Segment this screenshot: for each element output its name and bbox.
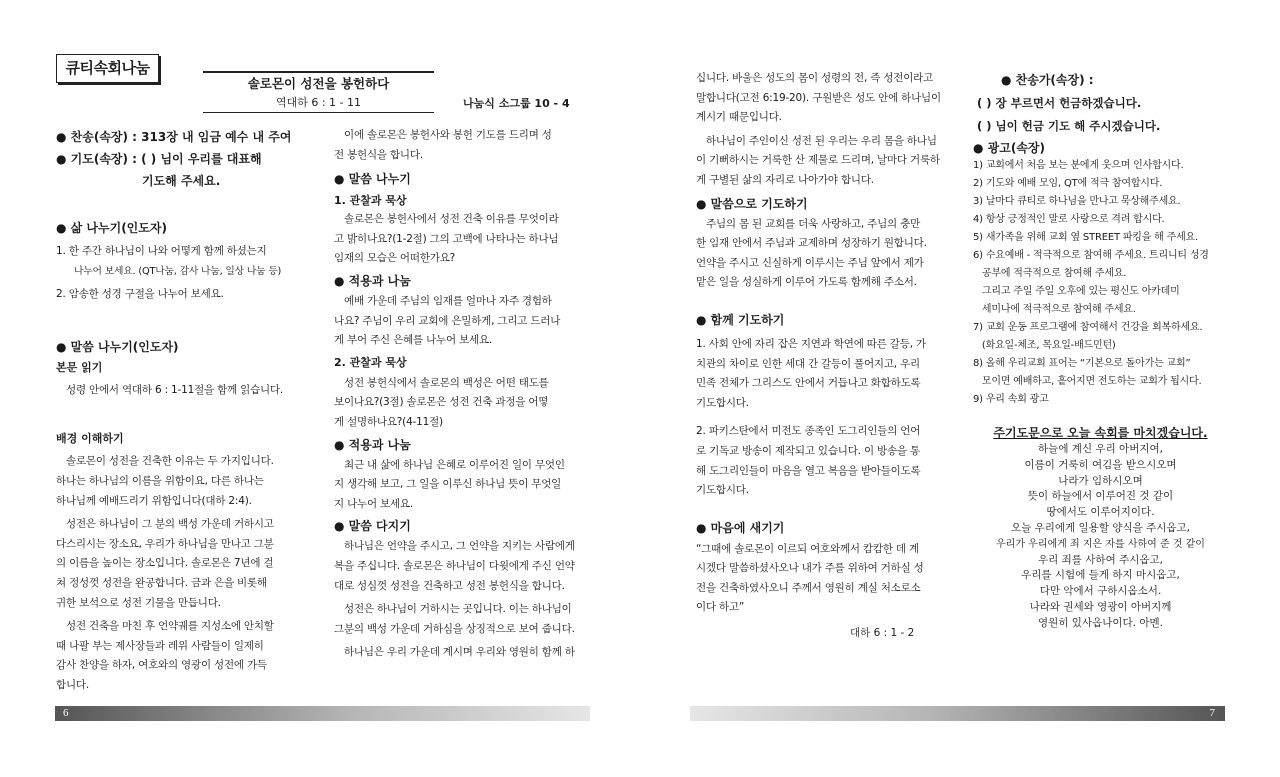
read-body: 성령 안에서 역대하 6 : 1-11절을 함께 읽습니다. [66, 383, 284, 396]
text-line: 이 기뻐하시는 거룩한 산 제물로 드리며, 날마다 거룩하 [696, 154, 940, 167]
text-line: 하나님은 언약을 주시고, 그 언약을 지키는 사람에게 [344, 540, 575, 553]
left-column [56, 126, 316, 696]
text-line: 대로 성심껏 성전을 건축하고 성전 봉헌식을 합니다. [334, 579, 565, 592]
background-para-3 [56, 617, 316, 695]
text-line: 성전 건축을 마친 후 언약궤를 지성소에 안치할 [66, 620, 274, 633]
text-line: 그분의 백성 가운데 거하심을 상징적으로 보여 줍니다. [334, 622, 575, 635]
section-logo: 큐티속회나눔 [56, 54, 159, 83]
text-line: 한 임재 안에서 주님과 교제하며 성장하기 원합니다. [696, 237, 927, 250]
footer-bar-right [690, 706, 1225, 721]
page-number-left: 6 [63, 707, 69, 719]
text-line: 예배 가운데 주님의 임재를 얼마나 자주 경험하 [344, 294, 552, 307]
text-line: 성전은 하나님이 거하시는 곳입니다. 이는 하나님이 [344, 603, 572, 616]
word-share-heading: ● 말씀 나누기(인도자) [56, 339, 179, 354]
text-line: 지 생각해 보고, 그 일을 이루신 하나님 뜻이 무엇일 [334, 478, 562, 491]
text-line: 말합니다(고전 6:19-20). 구원받은 성도 안에 하나님이 [696, 91, 941, 104]
prayer-line: 우리가 우리에게 죄 지은 자를 사하여 준 것 같이 [996, 538, 1205, 550]
text-line: 성전은 하나님이 그 분의 백성 가운데 거하시고 [66, 518, 274, 531]
text-line: 복을 주십니다. 솔로몬은 하나님이 다윗에게 주신 언약 [334, 559, 575, 572]
notice-heading: ● 광고(속장) [973, 141, 1045, 155]
share-heading: ● 말씀 나누기 [334, 172, 411, 187]
text-line: 의 이름을 높이는 장소입니다. 솔로몬은 7년에 걸 [56, 557, 274, 570]
apply-1-heading: ● 적용과 나눔 [334, 273, 411, 288]
background-para-1 [56, 452, 316, 511]
observe-2-heading: 2. 관찰과 묵상 [334, 355, 407, 369]
notice-item: 모이면 예배하고, 흩어지면 전도하는 교회가 됩시다. [973, 376, 1202, 387]
offering-hymn-line: ( ) 장 부르면서 헌금하겠습니다. [977, 96, 1142, 110]
text-line: 계시기 때문입니다. [696, 111, 782, 124]
text-line: 언약을 주시고 신실하게 이루시는 주님 앞에서 제가 [696, 256, 924, 269]
text-line: 해 도그리인들이 마음을 열고 복음을 받아들이도록 [696, 464, 921, 477]
text-line: 로 기독교 방송이 제작되고 있습니다. 이 방송을 통 [696, 444, 920, 457]
prayer-item-2 [696, 422, 954, 500]
notice-item: 3) 날마다 큐티로 하나님을 만나고 묵상해주세요. [973, 196, 1181, 207]
text-line: 합니다. [56, 678, 89, 691]
text-line: 솔로몬이 성전을 건축한 이유는 두 가지입니다. [66, 455, 274, 468]
prayer-line: 다만 악에서 구하시옵소서. [1039, 585, 1162, 598]
notice-item: 7) 교회 운동 프로그램에 참여해서 건강을 회복하세요. [973, 322, 1203, 333]
text-line: 시겠다 말씀하셨사오나 내가 주를 위하여 거하실 성 [696, 562, 924, 575]
life-item-1-cont: 나누어 보세요. (QT나눔, 감사 나눔, 일상 나눔 등) [74, 265, 282, 277]
text-line: 임재의 모습은 어떠한가요? [334, 252, 456, 265]
text-line: 보이나요?(3절) 솔로몬은 성전 건축 과정을 어떻 [334, 396, 549, 409]
text-line: 전 봉헌식을 합니다. [334, 148, 423, 161]
offering-prayer-line: ( ) 님이 헌금 기도 해 주시겠습니다. [977, 119, 1161, 133]
text-line: 게 부어 주신 은혜를 나누어 보세요. [334, 334, 493, 347]
resolve-heading: ● 말씀 다지기 [334, 519, 411, 534]
notice-item: 그리고 주일 주일 오후에 있는 평신도 아카데미 [973, 286, 1180, 297]
lords-prayer [973, 442, 1228, 632]
text-line: 민족 전체가 그리스도 안에서 거듭나고 화합하도록 [696, 377, 921, 390]
prayer-line: 영원히 있사옵나이다. 아멘. [1038, 616, 1163, 629]
text-line: 귀한 보석으로 성전 기물을 만듭니다. [56, 596, 221, 609]
pray-word-heading: ● 말씀으로 기도하기 [696, 196, 808, 211]
prayer-line: 나라가 임하시오며 [1058, 474, 1143, 487]
page-number-right: 7 [1209, 707, 1215, 719]
text-line: 게 구별된 삶의 자리로 나아가야 합니다. [696, 173, 874, 186]
text-line: 솔로몬은 봉헌사에서 성전 건축 이유를 무엇이라 [344, 213, 559, 226]
notice-item: 세미나에 적극적으로 참여해 주세요. [973, 304, 1136, 315]
page-title: 솔로몬이 성전을 봉헌하다 [247, 76, 390, 91]
hymn-line: ● 찬송(속장) : 313장 내 임금 예수 내 주여 [56, 130, 292, 144]
right-column-1 [696, 69, 954, 644]
text-line: 하나님이 주인이신 성전 된 우리는 우리 몸을 하나님 [706, 134, 937, 147]
title-box [203, 71, 434, 113]
text-line: 하나님은 우리 가운데 계시며 우리와 영원히 함께 하 [344, 646, 575, 659]
verse-reference: 대하 6 : 1 - 2 [850, 627, 915, 640]
prayer-line: 오늘 우리에게 일용할 양식을 주시옵고, [1011, 521, 1190, 534]
prayer-item-1 [696, 335, 954, 413]
text-line: 하나는 하나님의 이름을 위함이요, 다른 하나는 [56, 474, 264, 487]
pray-together-heading: ● 함께 기도하기 [696, 312, 785, 327]
text-line: 때 나팔 부는 제사장들과 레위 사람들이 일제히 [56, 639, 264, 652]
text-line: 1. 사회 안에 자리 잡은 지연과 학연에 따른 갈등, 가 [696, 337, 926, 350]
text-line: 기도합시다. [696, 484, 749, 497]
notice-list [973, 157, 1228, 409]
text-line: 십니다. 바울은 성도의 몸이 성령의 전, 즉 성전이라고 [696, 72, 934, 84]
life-item-1: 1. 한 주간 하나님이 나와 어떻게 함께 하셨는지 [56, 245, 267, 257]
text-line: 게 설명하나요?(4-11절) [334, 415, 443, 428]
prayer-line-2: 기도해 주세요. [142, 174, 221, 188]
notice-item: 2) 기도와 예배 모임, QT에 적극 참여합시다. [973, 178, 1163, 189]
text-line: 맡은 일을 성실하게 이루어 가도록 함께해 주소서. [696, 276, 917, 289]
text-line: 주님의 몸 된 교회를 더욱 사랑하고, 주님의 충만 [706, 217, 921, 230]
footer-bar-left [55, 706, 590, 721]
text-line: 다스리시는 장소요, 우리가 하나님을 만나고 그분 [56, 537, 274, 550]
observe-1-heading: 1. 관찰과 묵상 [334, 194, 407, 208]
prayer-line: 우리를 시험에 들게 하지 마시옵고, [1021, 569, 1180, 582]
life-item-2: 2. 암송한 성경 구절을 나누어 보세요. [56, 288, 224, 301]
text-line: 이다 하고” [696, 601, 745, 614]
notice-item: 5) 새가족을 위해 교회 옆 STREET 파킹을 해 주세요. [973, 232, 1198, 243]
text-line: 2. 파키스탄에서 미전도 종족인 도그리인들의 언어 [696, 425, 921, 438]
prayer-line: 땅에서도 이루어지이다. [1046, 506, 1155, 519]
text-line: 나요? 주님이 우리 교회에 은밀하게, 그리고 드러나 [334, 314, 561, 327]
read-heading: 본문 읽기 [56, 360, 103, 374]
text-line: 감사 찬양을 하자, 여호와의 영광이 성전에 가득 [56, 659, 267, 672]
background-heading: 배경 이해하기 [56, 432, 124, 446]
notice-item: 1) 교회에서 처음 보는 분에게 웃으며 인사합시다. [973, 160, 1184, 171]
life-share-heading: ● 삶 나누기(인도자) [56, 221, 167, 235]
text-line: 이에 솔로몬은 봉헌사와 봉헌 기도를 드리며 성 [344, 129, 552, 141]
text-line: 지 나누어 보세요. [334, 497, 414, 510]
text-line: 고 밝히나요?(1-2절) 그의 고백에 나타나는 하나님 [334, 232, 559, 245]
notice-item: 공부에 적극적으로 참여해 주세요. [973, 268, 1127, 279]
memorize-heading: ● 마음에 새기기 [696, 520, 785, 535]
notice-item: 6) 수요예배 - 적극적으로 참여해 주세요. 트리니티 성경 [973, 250, 1209, 261]
prayer-line: 나라와 권세와 영광이 아버지께 [1029, 600, 1172, 613]
offering-hymn-heading: ● 찬송가(속장) : [1001, 73, 1094, 87]
group-label: 나눔식 소그룹 10 - 4 [463, 97, 570, 110]
text-line: 기도합시다. [696, 396, 749, 409]
notice-item: 9) 우리 속회 광고 [973, 394, 1049, 405]
prayer-line: 이름이 거룩히 여김을 받으시오며 [1024, 458, 1177, 471]
notice-item: 8) 올해 우리교회 표어는 “기본으로 돌아가는 교회” [973, 358, 1191, 369]
scripture-reference: 역대하 6 : 1 - 11 [275, 96, 362, 109]
notice-item: 4) 항상 긍정적인 말로 사랑으로 격려 합시다. [973, 214, 1165, 225]
prayer-line: 하늘에 계신 우리 아버지여, [1038, 443, 1163, 455]
prayer-line: 우리 죄를 사하여 주시옵고, [1038, 553, 1163, 566]
closing-heading: 주기도문으로 오늘 속회를 마치겠습니다. [993, 426, 1208, 440]
text-line: 전을 건축하였사오니 주께서 영원히 계실 처소로소 [696, 581, 921, 594]
middle-column [334, 126, 592, 663]
text-line: 성전 봉헌식에서 솔로몬의 백성은 어떤 태도를 [344, 376, 549, 389]
background-para-2 [56, 515, 316, 613]
text-line: 치관의 차이로 인한 세대 간 갈등이 풀어지고, 우리 [696, 357, 920, 370]
notice-item: (화요일-체조, 목요일-배드민턴) [973, 340, 1116, 351]
memory-verse [696, 540, 954, 618]
text-line: 최근 내 삶에 하나님 은혜로 이루어진 일이 무엇인 [344, 458, 565, 471]
right-column-2 [973, 69, 1228, 632]
text-line: 하나님께 예배드리기 위함입니다(대하 2:4). [56, 494, 252, 507]
text-line: “그때에 솔로몬이 이르되 여호와께서 캄캄한 데 계 [696, 542, 919, 555]
apply-2-heading: ● 적용과 나눔 [334, 437, 411, 452]
text-line: 쳐 정성껏 성전을 완공합니다. 금과 은을 비롯해 [56, 576, 267, 589]
prayer-line: ● 기도(속장) : ( ) 님이 우리를 대표해 [56, 152, 262, 166]
prayer-line: 뜻이 하늘에서 이루어진 것 같이 [1027, 490, 1174, 503]
